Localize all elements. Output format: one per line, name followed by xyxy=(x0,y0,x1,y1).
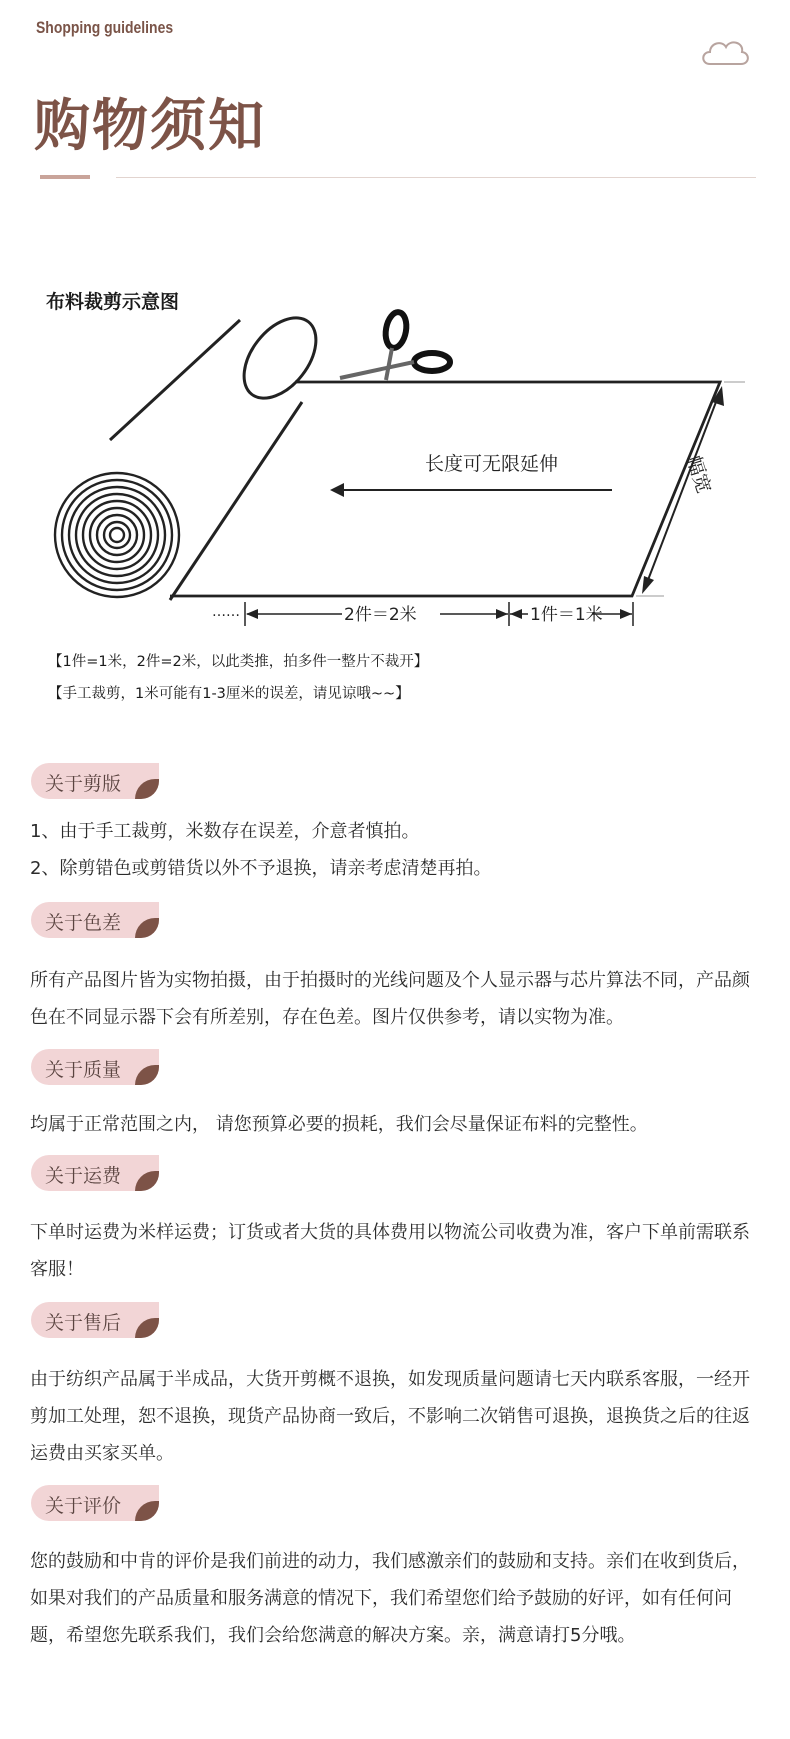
leaf-icon xyxy=(135,1501,159,1521)
page-title: 购物须知 xyxy=(34,94,266,159)
width-arrow xyxy=(636,382,745,596)
diagram-note-2: 【手工裁剪，1米可能有1-3厘米的误差，请见谅哦~~】 xyxy=(48,686,410,702)
leaf-icon xyxy=(135,1318,159,1338)
leaf-icon xyxy=(135,1065,159,1085)
section-line: 2、除剪错色或剪错货以外不予退换，请亲考虑清楚再拍。 xyxy=(30,858,492,879)
section-line: 均属于正常范围之内， 请您预算必要的损耗，我们会尽量保证布料的完整性。 xyxy=(30,1114,648,1135)
section-text-review xyxy=(30,1543,760,1654)
section-line: 所有产品图片皆为实物拍摄，由于拍摄时的光线问题及个人显示器与芯片算法不同，产品颜色在不同显示器下会有所差别，存在色差。图片仅供参考，请以实物为准。 xyxy=(30,970,750,1028)
section-line: 由于纺织产品属于半成品，大货开剪概不退换，如发现质量问题请七天内联系客服，一经开剪加工处理，恕不退换，现货产品协商一致后，不影响二次销售可退换，退换货之后的往返运费由买家买单。 xyxy=(30,1369,750,1464)
leaf-icon xyxy=(135,779,159,799)
section-badge-shipping xyxy=(31,1155,159,1191)
section-badge-quality xyxy=(31,1049,159,1085)
section-title: 关于评价 xyxy=(45,1495,122,1517)
section-text-aftersales xyxy=(30,1361,760,1472)
section-text-quality xyxy=(30,1106,760,1143)
fabric-cutting-diagram xyxy=(40,290,760,635)
measure-one-label: 1件＝1米 xyxy=(530,605,603,625)
section-title: 关于售后 xyxy=(45,1312,122,1334)
section-title: 关于运费 xyxy=(45,1165,122,1187)
section-text-cutting xyxy=(30,813,760,887)
length-label: 长度可无限延伸 xyxy=(425,453,559,475)
scissors-icon xyxy=(340,311,450,380)
cloud-icon xyxy=(698,34,752,74)
section-badge-cutting xyxy=(31,763,159,799)
measure-two-label: 2件＝2米 xyxy=(344,605,417,625)
section-line: 您的鼓励和中肯的评价是我们前进的动力，我们感激亲们的鼓励和支持。亲们在收到货后，如果对我们的产品质量和服务满意的情况下，我们希望您们给予鼓励的好评，如有任何问题，希望您先联系我们，我们会给您满意的解决方案。亲，满意请打5分哦。 xyxy=(30,1551,750,1646)
section-text-color xyxy=(30,962,760,1036)
title-divider xyxy=(116,177,756,178)
section-badge-review xyxy=(31,1485,159,1521)
leaf-icon xyxy=(135,918,159,938)
dots-label: …… xyxy=(212,604,240,620)
title-accent-bar xyxy=(40,175,90,179)
subtitle-en: Shopping guidelines xyxy=(36,18,174,37)
section-line: 下单时运费为米样运费；订货或者大货的具体费用以物流公司收费为准，客户下单前需联系客服！ xyxy=(30,1222,750,1280)
diagram-title: 布料裁剪示意图 xyxy=(46,291,180,313)
diagram-note-1: 【1件=1米，2件=2米，以此类推，拍多件一整片不裁开】 xyxy=(48,654,429,670)
section-title: 关于色差 xyxy=(45,912,122,934)
fabric-roll xyxy=(55,305,330,600)
section-badge-color xyxy=(31,902,159,938)
section-text-shipping xyxy=(30,1214,760,1288)
section-title: 关于质量 xyxy=(45,1059,122,1081)
width-label: 幅宽 xyxy=(682,453,715,497)
section-title: 关于剪版 xyxy=(45,773,122,795)
length-arrow xyxy=(330,483,612,497)
leaf-icon xyxy=(135,1171,159,1191)
section-line: 1、由于手工裁剪，米数存在误差，介意者慎拍。 xyxy=(30,821,420,842)
section-badge-aftersales xyxy=(31,1302,159,1338)
